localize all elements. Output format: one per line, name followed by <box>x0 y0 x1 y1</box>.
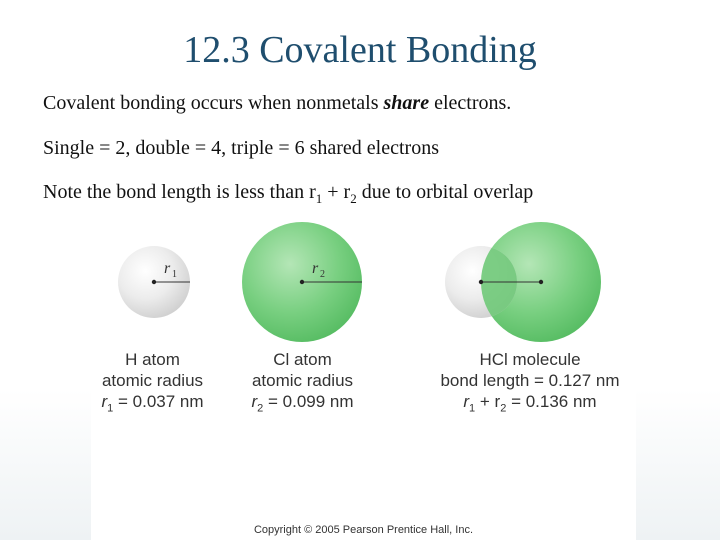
h-radius-sub: 1 <box>172 269 177 280</box>
cl-atom-radius-value: $r_2 = 0.099$ nm <box>251 392 354 415</box>
hcl-radius-sum: $r_1 + r_2 = 0.136$ nm <box>463 392 597 415</box>
h-atom-name: H atom <box>125 350 180 369</box>
bullet-bond-counts: Single = 2, double = 4, triple = 6 shared electrons <box>43 137 439 159</box>
cl-radius-sub: 2 <box>320 269 325 280</box>
hcl-molecule <box>445 222 601 342</box>
h-atom-radius-label: atomic radius <box>101 371 204 390</box>
emphasis-share: share <box>383 92 430 114</box>
hcl-bond-length: bond length = 0.127 nm <box>440 371 620 390</box>
hcl-caption <box>424 349 636 419</box>
h-atom-radius-value: $r_1 = 0.037$ nm <box>101 392 204 415</box>
h-radius-label: r <box>164 260 171 277</box>
copyright-notice: Copyright © 2005 Pearson Prentice Hall, Inc. <box>253 524 474 536</box>
bullet-covalent-definition: Covalent bonding occurs when nonmetals share electrons. <box>43 92 512 114</box>
bullet-bond-length-note: Note the bond length is less than $r_1 + r_2$ due to orbital overlap <box>43 181 534 206</box>
atomic-radius-figure <box>91 219 636 540</box>
chlorine-atom <box>242 222 362 342</box>
hcl-name: HCl molecule <box>479 350 581 369</box>
slide-title: 12.3 Covalent Bonding <box>183 29 537 71</box>
hydrogen-atom <box>118 246 190 318</box>
h-atom-caption <box>91 349 214 419</box>
cl-radius-label: r <box>312 260 319 277</box>
cl-atom-radius-label: atomic radius <box>251 371 354 390</box>
cl-atom-name: Cl atom <box>273 350 332 369</box>
cl-atom-caption <box>241 349 364 419</box>
